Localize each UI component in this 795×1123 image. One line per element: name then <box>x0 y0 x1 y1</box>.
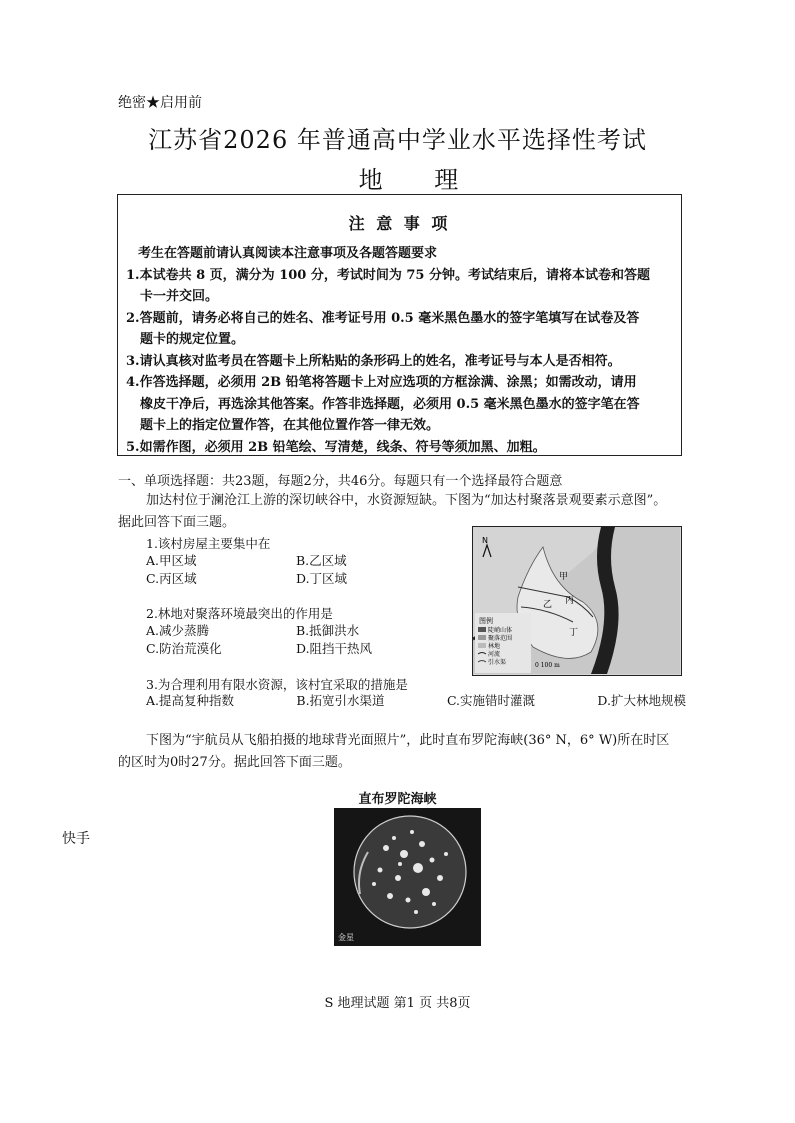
legend-item: 引水渠 <box>488 659 507 666</box>
option-d[interactable]: D.扩大林地规模 <box>597 693 686 708</box>
notice-line: 5.如需作图，必须用 2B 铅笔绘、写清楚，线条、符号等须加黑、加粗。 <box>126 439 546 455</box>
north-label: N <box>482 536 488 545</box>
notice-line: 2.答题前，请务必将自己的姓名、准考证号用 0.5 毫米黑色墨水的签字笔填写在试卷及答 <box>126 310 640 326</box>
village-map-drawing <box>473 527 680 674</box>
section-heading: 一、单项选择题：共23题，每题2分，共46分。每题只有一个选择最符合题意 <box>118 474 563 489</box>
option-a[interactable]: A.甲区域 <box>146 553 197 568</box>
page-footer: S 地理试题 第1 页 共8页 <box>324 996 471 1011</box>
region-label-jia: 甲 <box>559 572 569 582</box>
question-2-options-row1 <box>146 621 446 639</box>
option-c[interactable]: C.实施错时灌溉 <box>446 693 536 708</box>
option-d[interactable]: D.阻挡干热风 <box>296 641 373 656</box>
figure-title: 直布罗陀海峡 <box>358 792 437 807</box>
watermark-text: 快手 <box>62 831 90 847</box>
legend-item: 陡峭山体 <box>488 627 513 634</box>
option-b[interactable]: B.拓宽引水渠道 <box>296 693 385 708</box>
earth-night-drawing <box>334 808 481 946</box>
venus-label: 金星 <box>338 933 354 942</box>
option-a[interactable]: A.提高复种指数 <box>146 693 235 708</box>
legend-item: 河流 <box>488 651 501 658</box>
scale-bar-label: 0 100 m <box>535 662 560 669</box>
option-a[interactable]: A.减少蒸腾 <box>146 623 210 638</box>
notice-line: 题卡上的指定位置作答，在其他位置作答一律无效。 <box>140 418 440 433</box>
legend-item: 聚落范围 <box>488 635 513 642</box>
option-d[interactable]: D.丁区域 <box>296 571 348 586</box>
question-1-options-row2 <box>146 569 446 587</box>
question-2-options-row2 <box>146 639 446 657</box>
subject-title: 地 理 <box>358 166 481 194</box>
option-c[interactable]: C.防治荒漠化 <box>146 641 222 656</box>
notice-body <box>126 243 673 458</box>
notice-line: 卡一并交回。 <box>140 289 219 304</box>
notice-title: 注 意 事 项 <box>348 214 451 233</box>
notice-box <box>117 194 682 456</box>
region-label-ding: 丁 <box>569 628 579 638</box>
question-3-stem: 3.为合理利用有限水资源，该村宜采取的措施是 <box>146 677 408 692</box>
earth-night-photo <box>334 808 481 946</box>
secret-mark: 绝密★启用前 <box>118 95 202 111</box>
notice-line: 题卡的规定位置。 <box>140 332 245 347</box>
question-2-stem: 2.林地对聚落环境最突出的作用是 <box>146 606 333 621</box>
exam-title: 江苏省2026 年普通高中学业水平选择性考试 <box>148 126 647 154</box>
notice-line: 3.请认真核对监考员在答题卡上所粘贴的条形码上的姓名，准考证号与本人是否相符。 <box>126 353 621 369</box>
region-label-bing: 丙 <box>565 596 575 606</box>
question-1-stem: 1.该村房屋主要集中在 <box>146 536 271 551</box>
legend-item: 林地 <box>488 643 501 650</box>
village-map <box>472 526 682 676</box>
region-label-yi: 乙 <box>543 600 553 610</box>
notice-line: 1.本试卷共 8 页，满分为 100 分，考试时间为 75 分钟。考试结束后，请将本试卷和答题 <box>126 267 650 283</box>
option-b[interactable]: B.乙区域 <box>296 553 347 568</box>
notice-line: 考生在答题前请认真阅读本注意事项及各题答题要求 <box>138 246 438 261</box>
option-b[interactable]: B.抵御洪水 <box>296 623 360 638</box>
map-legend <box>475 613 531 673</box>
notice-line: 橡皮干净后，再选涂其他答案。作答非选择题，必须用 0.5 毫米黑色墨水的签字笔在答 <box>140 396 640 412</box>
passage1-intro: 加达村位于澜沧江上游的深切峡谷中，水资源短缺。下图为“加达村聚落景观要素示意图”。据此回答下面三题。 <box>118 493 667 530</box>
question-3-options <box>146 691 686 709</box>
notice-line: 4.作答选择题，必须用 2B 铅笔将答题卡上对应选项的方框涂满、涂黑；如需改动，请用 <box>126 375 637 390</box>
question-1-options-row1 <box>146 551 446 569</box>
legend-title: 图例 <box>479 617 493 625</box>
passage2-intro: 下图为“宇航员从飞船拍摄的地球背光面照片”，此时直布罗陀海峡(36° N，6° W)所在时区的区时为0时27分。据此回答下面三题。 <box>118 733 670 770</box>
option-c[interactable]: C.丙区域 <box>146 571 197 586</box>
